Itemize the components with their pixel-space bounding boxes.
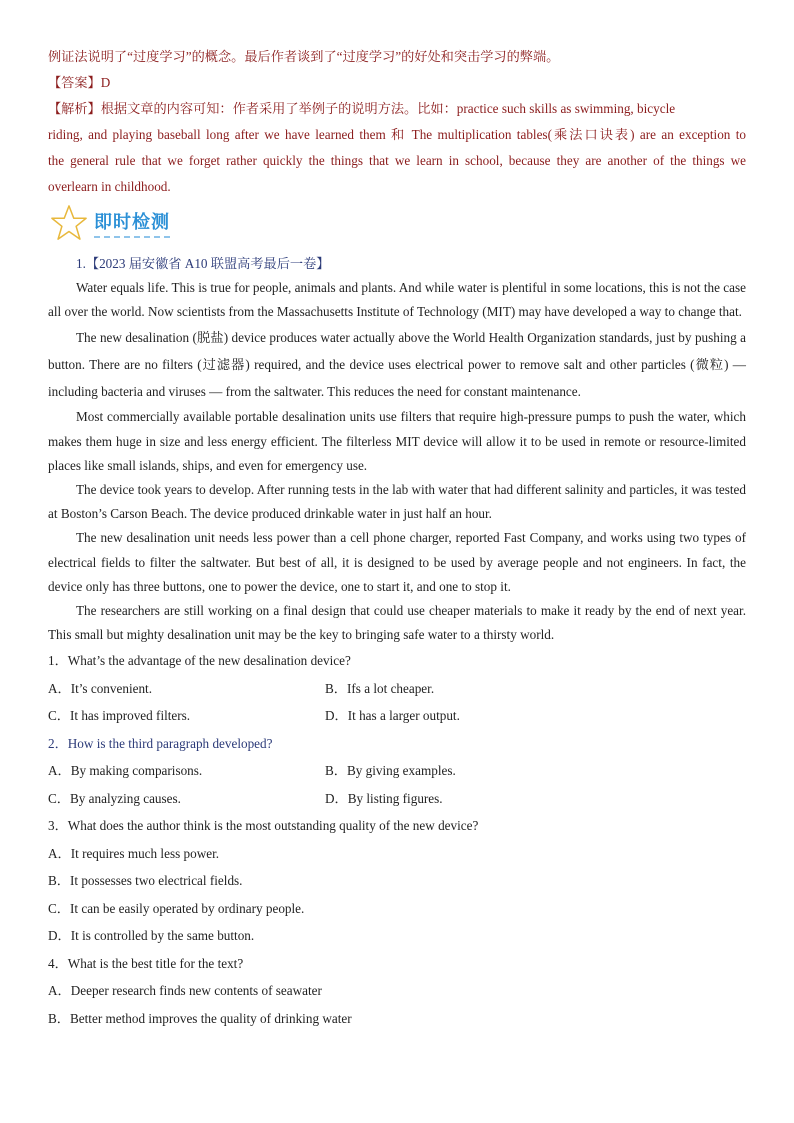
- option-c: C．It can be easily operated by ordinary people.: [48, 900, 305, 916]
- section-title: 即时检测: [94, 208, 170, 238]
- question-2: [48, 730, 746, 813]
- option-b: B．It possesses two electrical fields.: [48, 873, 243, 889]
- explanation-continuation: 例证法说明了“过度学习”的概念。最后作者谈到了“过度学习”的好处和突击学习的弊端。: [48, 49, 560, 64]
- question-stem: 2．How is the third paragraph developed?: [48, 735, 273, 751]
- option-d: D．It is controlled by the same button.: [48, 928, 255, 944]
- analysis-label: 【解析】: [48, 101, 101, 116]
- answer-label: 【答案】: [48, 75, 101, 90]
- question-stem: 1．What’s the advantage of the new desalination device?: [48, 653, 351, 669]
- section-header: [48, 202, 746, 248]
- passage-paragraph-3: Most commercially available portable desalination units use filters that require high-pressure pumps to push the water, which makes them huge in size and less energy efficient. The filterless MIT device will allow it to be used in remote or resource-limited places like small islands, ships, and even for emergency use.: [48, 409, 746, 473]
- option-c: C．It has improved filters.: [48, 708, 191, 724]
- option-a: A．It’s convenient.: [48, 680, 153, 696]
- answer-line: [48, 70, 746, 96]
- question-4: [48, 950, 746, 1033]
- answer-value: D: [100, 75, 111, 90]
- question-stem: 3．What does the author think is the most outstanding quality of the new device?: [48, 818, 479, 834]
- option-c: C．By analyzing causes.: [48, 790, 181, 806]
- reading-passage: [48, 276, 746, 647]
- option-a: A．It requires much less power.: [48, 845, 220, 861]
- analysis-line-2: riding, and playing baseball long after we have learned them 和 The multiplication tables(乘法口诀表) are an exception to: [48, 127, 746, 142]
- option-a: A．By making comparisons.: [48, 763, 203, 779]
- option-b: B．Better method improves the quality of drinking water: [48, 1010, 352, 1026]
- option-b: B．Ifs a lot cheaper.: [325, 680, 435, 696]
- option-a: A．Deeper research finds new contents of seawater: [48, 983, 322, 999]
- passage-paragraph-5: The new desalination unit needs less power than a cell phone charger, reported Fast Company, and works using two types of electrical fields to filter the saltwater. But best of all, it is designed to be used by average people and not engineers. In fact, the device only has three buttons, one to power the device, one to start it, and one to stop it.: [48, 530, 746, 594]
- question-source: 1.【2023 届安徽省 A10 联盟高考最后一卷】: [76, 256, 330, 271]
- question-stem: 4．What is the best title for the text?: [48, 955, 244, 971]
- option-d: D．It has a larger output.: [325, 708, 460, 724]
- option-b: B．By giving examples.: [325, 763, 456, 779]
- question-3: [48, 812, 746, 950]
- passage-paragraph-4: The device took years to develop. After running tests in the lab with water that had different salinity and particles, it was tested at Boston’s Carson Beach. The device produced drinkable water in just half an hour.: [48, 482, 746, 522]
- passage-paragraph-6: The researchers are still working on a final design that could use cheaper materials to make it ready by the end of next year. This small but mighty desalination unit may be the key to bringing safe water to a thirsty world.: [48, 603, 746, 643]
- analysis-line-4: overlearn in childhood.: [48, 179, 171, 194]
- passage-paragraph-2: The new desalination (脱盐) device produces water actually above the World Health Organization standards, just by pushing a button. There are no filters (过滤器) required, and the device uses electrical power to remove salt and other particles (微粒) — including bacteria and viruses — from the saltwater. This reduces the need for constant maintenance.: [48, 330, 746, 400]
- star-outline-icon: [50, 204, 88, 242]
- question-1: [48, 647, 746, 730]
- passage-paragraph-1: Water equals life. This is true for people, animals and plants. And while water is plentiful in some locations, this is not the case all over the world. Now scientists from the Massachusetts Institute of Technology (MIT) may have developed a way to change that.: [48, 280, 746, 320]
- analysis-line-1: 【解析】根据文章的内容可知：作者采用了举例子的说明方法。比如：practice such skills as swimming, bicycle: [48, 101, 676, 116]
- document-page: [48, 44, 746, 1032]
- option-d: D．By listing figures.: [325, 790, 443, 806]
- analysis-line-3: the general rule that we forget rather quickly the things that we learn in school, because they are another of the things we: [48, 153, 746, 168]
